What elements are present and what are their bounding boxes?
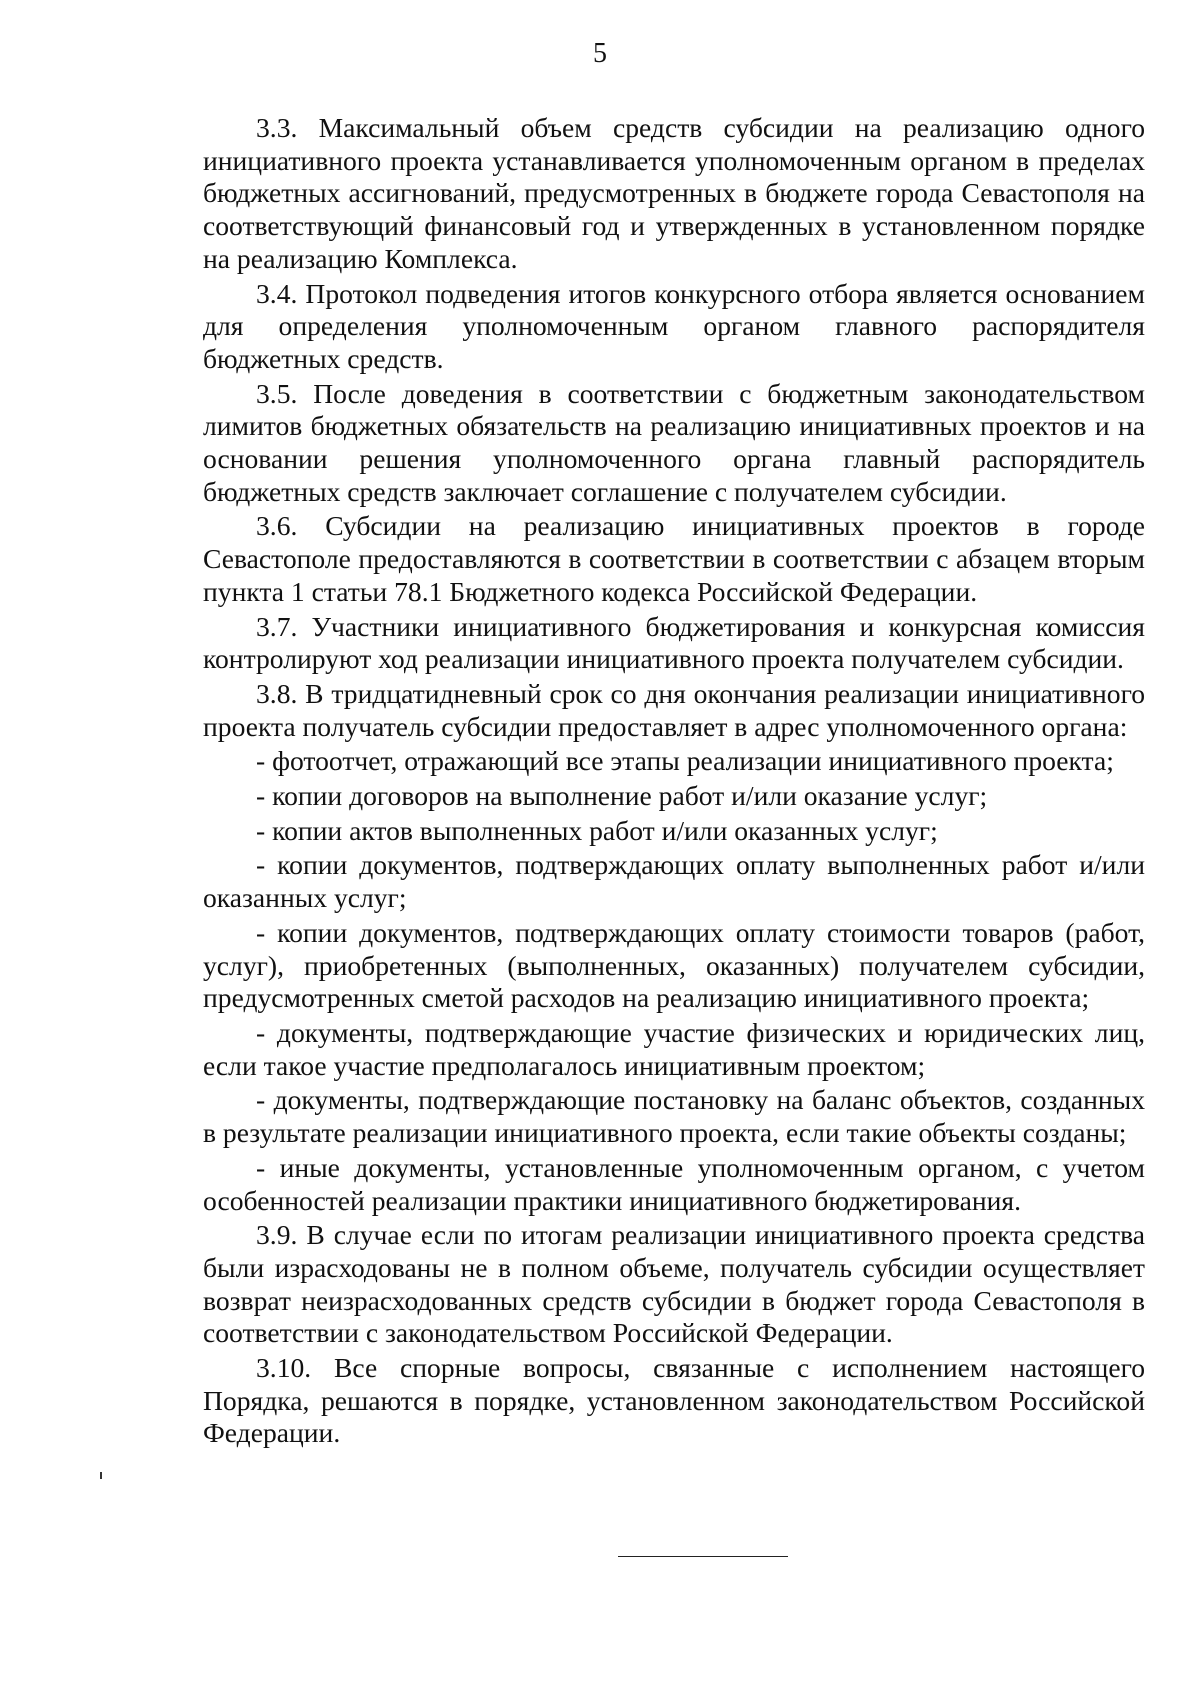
paragraph-3-7: 3.7. Участники инициативного бюджетирования и конкурсная комиссия контролируют ход реализации инициативного проекта получателем субсидии. xyxy=(203,610,1145,675)
documents-list xyxy=(203,745,1145,1217)
end-divider-line xyxy=(618,1556,788,1557)
list-item: - документы, подтверждающие постановку на баланс объектов, созданных в результате реализации инициативного проекта, если такие объекты созданы; xyxy=(203,1084,1145,1149)
document-body xyxy=(203,112,1145,1450)
list-item: - документы, подтверждающие участие физических и юридических лиц, если такое участие предполагалось инициативным проектом; xyxy=(203,1016,1145,1081)
list-item: - фотоотчет, отражающий все этапы реализации инициативного проекта; xyxy=(256,745,1114,777)
paragraph-3-5: 3.5. После доведения в соответствии с бюджетным законодательством лимитов бюджетных обязательств на реализацию инициативных проектов и на основании решения уполномоченного органа главный распорядитель бюджетных средств заключает соглашение с получателем субсидии. xyxy=(203,377,1145,507)
list-item: - копии актов выполненных работ и/или оказанных услуг; xyxy=(256,814,938,846)
paragraph-3-4: 3.4. Протокол подведения итогов конкурсного отбора является основанием для определения уполномоченным органом главного распорядителя бюджетных средств. xyxy=(203,277,1145,374)
scan-speck xyxy=(100,1472,102,1479)
list-item: - копии документов, подтверждающих оплату стоимости товаров (работ, услуг), приобретенных (выполненных, оказанных) получателем субсидии, предусмотренных сметой расходов на реализацию инициативного проекта; xyxy=(203,916,1145,1014)
paragraph-3-8: 3.8. В тридцатидневный срок со дня окончания реализации инициативного проекта получатель субсидии предоставляет в адрес уполномоченного органа: xyxy=(203,677,1145,742)
paragraph-3-3: 3.3. Максимальный объем средств субсидии на реализацию одного инициативного проекта устанавливается уполномоченным органом в пределах бюджетных ассигнований, предусмотренных в бюджете города Севастополя на соответствующий финансовый год и утвержденных в установленном порядке на реализацию Комплекса. xyxy=(203,112,1145,274)
list-item: - иные документы, установленные уполномоченным органом, с учетом особенностей реализации практики инициативного бюджетирования. xyxy=(203,1151,1145,1216)
paragraph-3-9: 3.9. В случае если по итогам реализации инициативного проекта средства были израсходованы не в полном объеме, получатель субсидии осуществляет возврат неизрасходованных средств субсидии в бюджет города Севастополя в соответствии с законодательством Российской Федерации. xyxy=(203,1219,1145,1349)
paragraph-3-10: 3.10. Все спорные вопросы, связанные с исполнением настоящего Порядка, решаются в порядке, установленном законодательством Российской Федерации. xyxy=(203,1352,1145,1449)
paragraph-3-6: 3.6. Субсидии на реализацию инициативных проектов в городе Севастополе предоставляются в соответствии в соответствии с абзацем вторым пункта 1 статьи 78.1 Бюджетного кодекса Российской Федерации. xyxy=(203,510,1145,607)
page-number: 5 xyxy=(593,38,607,69)
list-item: - копии документов, подтверждающих оплату выполненных работ и/или оказанных услуг; xyxy=(203,849,1145,914)
list-item: - копии договоров на выполнение работ и/или оказание услуг; xyxy=(256,780,988,812)
